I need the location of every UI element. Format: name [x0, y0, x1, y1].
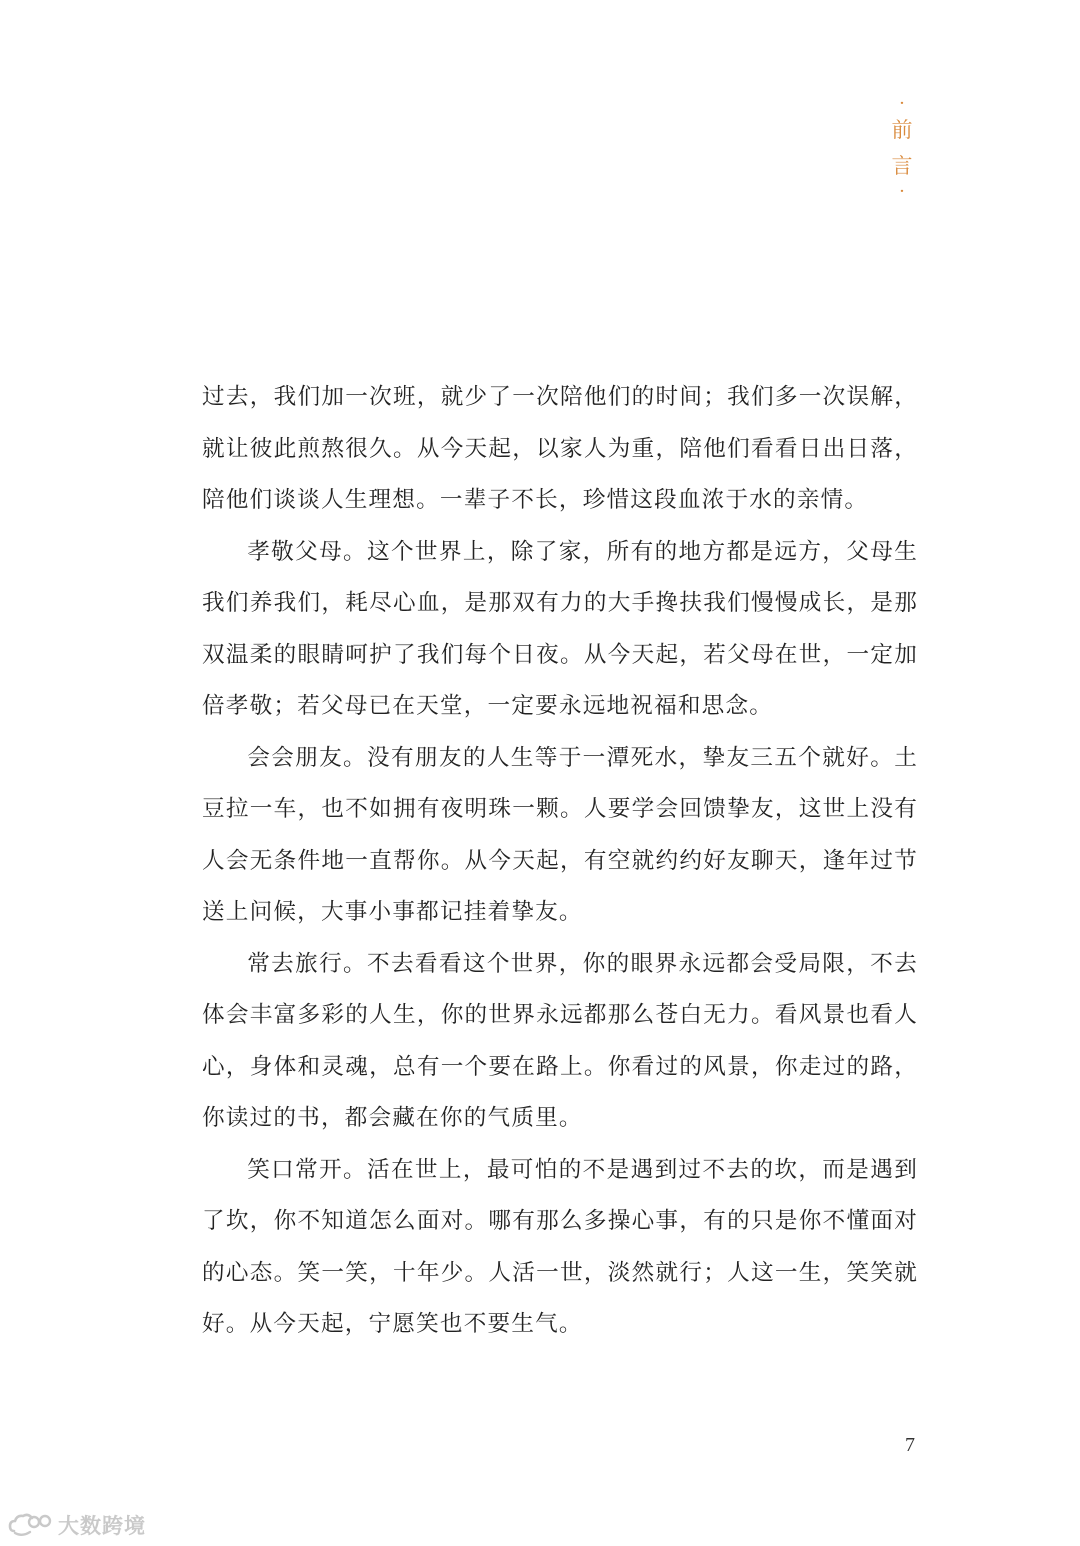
running-head-dot-top: ·	[899, 93, 905, 114]
paragraph-3: 会会朋友。没有朋友的人生等于一潭死水，挚友三五个就好。土豆拉一车，也不如拥有夜明珠一颗。人要学会回馈挚友，这世上没有人会无条件地一直帮你。从今天起，有空就约约好友聊天，逢年过节送上问候，大事小事都记挂着挚友。	[202, 744, 918, 925]
running-head-char-2: 言	[891, 154, 913, 178]
running-head	[888, 93, 916, 202]
paragraph-2: 孝敬父母。这个世界上，除了家，所有的地方都是远方，父母生我们养我们，耗尽心血，是那双有力的大手搀扶我们慢慢成长，是那双温柔的眼睛呵护了我们每个日夜。从今天起，若父母在世，一定加倍孝敬；若父母已在天堂，一定要永远地祝福和思念。	[202, 538, 918, 719]
body-text	[202, 372, 918, 1351]
page-number: 7	[905, 1434, 915, 1456]
paragraph-5: 笑口常开。活在世上，最可怕的不是遇到过不去的坎，而是遇到了坎，你不知道怎么面对。哪有那么多操心事，有的只是你不懂面对的心态。笑一笑，十年少。人活一世，淡然就行；人这一生，笑笑就好。从今天起，宁愿笑也不要生气。	[202, 1156, 918, 1337]
running-head-char-1: 前	[891, 118, 913, 142]
running-head-dot-bottom: ·	[899, 181, 905, 202]
watermark-text: 大数跨境	[58, 1514, 146, 1538]
cloud-logo-icon	[8, 1511, 54, 1539]
paragraph-1: 过去，我们加一次班，就少了一次陪他们的时间；我们多一次误解，就让彼此煎熬很久。从今天起，以家人为重，陪他们看看日出日落，陪他们谈谈人生理想。一辈子不长，珍惜这段血浓于水的亲情。	[202, 384, 918, 513]
paragraph-4: 常去旅行。不去看看这个世界，你的眼界永远都会受局限，不去体会丰富多彩的人生，你的世界永远都那么苍白无力。看风景也看人心，身体和灵魂，总有一个要在路上。你看过的风景，你走过的路，你读过的书，都会藏在你的气质里。	[202, 950, 918, 1131]
watermark	[8, 1510, 146, 1540]
